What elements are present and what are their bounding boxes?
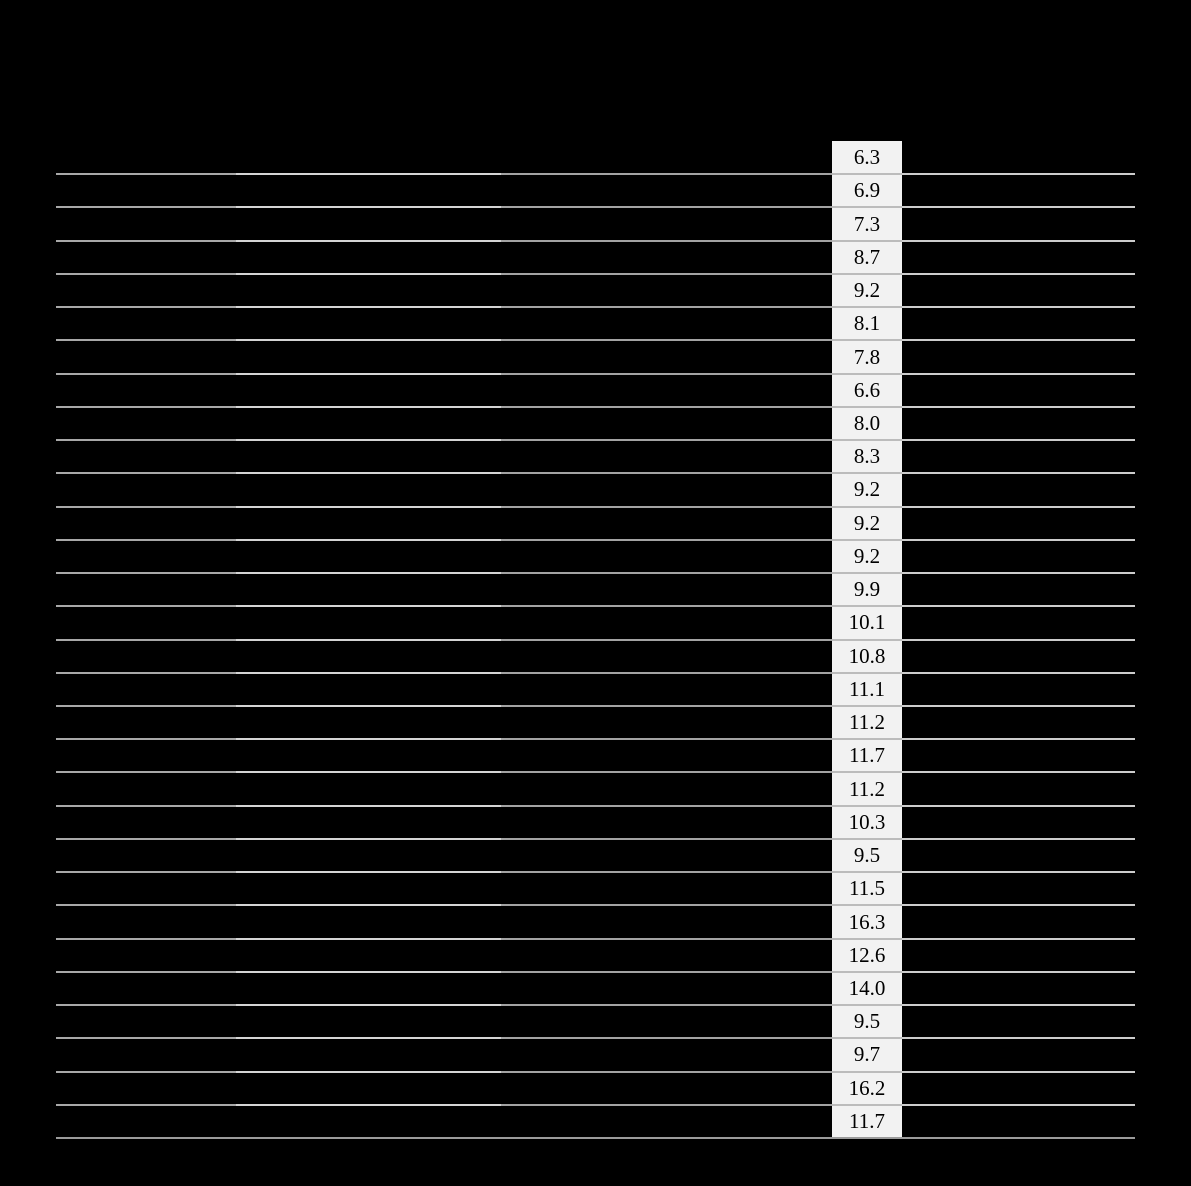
value-cell: 8.1: [832, 307, 902, 340]
table-row: [56, 739, 1135, 772]
row-rule: [56, 771, 1135, 773]
row-rule: [56, 605, 1135, 607]
table-row: [56, 307, 1135, 340]
table-row: [56, 141, 1135, 174]
table-row: [56, 905, 1135, 938]
value-cell: 10.3: [832, 806, 902, 839]
row-rule: [56, 306, 1135, 308]
table-row: [56, 207, 1135, 240]
table-row: [56, 507, 1135, 540]
data-table: [56, 141, 1135, 1138]
value-cell: 9.7: [832, 1038, 902, 1071]
row-rule: [56, 1037, 1135, 1039]
table-row: [56, 1038, 1135, 1071]
row-rule: [56, 539, 1135, 541]
row-rule: [56, 871, 1135, 873]
value-cell: 16.2: [832, 1072, 902, 1105]
table-row: [56, 972, 1135, 1005]
row-rule: [56, 273, 1135, 275]
table-row: [56, 706, 1135, 739]
row-rule: [56, 439, 1135, 441]
table-row: [56, 1072, 1135, 1105]
value-cell: 6.9: [832, 174, 902, 207]
table-row: [56, 274, 1135, 307]
value-cell: 9.2: [832, 507, 902, 540]
row-rule: [56, 572, 1135, 574]
value-cell: 7.8: [832, 340, 902, 373]
value-cell: 9.5: [832, 1005, 902, 1038]
row-rule: [56, 373, 1135, 375]
table-row: [56, 606, 1135, 639]
row-rule: [56, 639, 1135, 641]
value-cell: 11.2: [832, 706, 902, 739]
value-cell: 8.0: [832, 407, 902, 440]
table-row: [56, 473, 1135, 506]
value-cell: 16.3: [832, 905, 902, 938]
row-rule: [56, 1071, 1135, 1073]
value-cell: 10.1: [832, 606, 902, 639]
table-row: [56, 839, 1135, 872]
value-cell: 11.7: [832, 739, 902, 772]
table-row: [56, 340, 1135, 373]
row-rule: [56, 805, 1135, 807]
table-row: [56, 540, 1135, 573]
row-rule: [56, 206, 1135, 208]
row-rule: [56, 672, 1135, 674]
value-cell: 11.7: [832, 1105, 902, 1138]
value-cell: 9.9: [832, 573, 902, 606]
value-cell: 11.5: [832, 872, 902, 905]
row-rule: [56, 339, 1135, 341]
value-cell: 6.6: [832, 374, 902, 407]
row-rule: [56, 738, 1135, 740]
value-cell: 9.2: [832, 274, 902, 307]
table-row: [56, 1005, 1135, 1038]
table-row: [56, 640, 1135, 673]
row-rule: [56, 904, 1135, 906]
row-rule: [56, 705, 1135, 707]
value-cell: 11.2: [832, 772, 902, 805]
row-rule: [56, 1004, 1135, 1006]
table-row: [56, 374, 1135, 407]
table-row: [56, 573, 1135, 606]
row-rule: [56, 173, 1135, 175]
row-rule: [56, 971, 1135, 973]
value-cell: 8.3: [832, 440, 902, 473]
row-rule: [56, 938, 1135, 940]
row-rule: [56, 506, 1135, 508]
value-cell: 8.7: [832, 241, 902, 274]
table-row: [56, 939, 1135, 972]
value-cell: 10.8: [832, 640, 902, 673]
table-row: [56, 872, 1135, 905]
value-cell: 9.5: [832, 839, 902, 872]
row-rule: [56, 838, 1135, 840]
table-row: [56, 174, 1135, 207]
table-row: [56, 407, 1135, 440]
table-row: [56, 440, 1135, 473]
table-row: [56, 673, 1135, 706]
row-rule: [56, 240, 1135, 242]
value-cell: 9.2: [832, 473, 902, 506]
value-cell: 12.6: [832, 939, 902, 972]
value-cell: 11.1: [832, 673, 902, 706]
row-rule: [56, 472, 1135, 474]
row-rule: [56, 1104, 1135, 1106]
value-cell: 7.3: [832, 207, 902, 240]
table-row: [56, 806, 1135, 839]
value-cell: 9.2: [832, 540, 902, 573]
value-cell: 14.0: [832, 972, 902, 1005]
table-row: [56, 1105, 1135, 1138]
table-row: [56, 772, 1135, 805]
row-rule: [56, 406, 1135, 408]
row-rule: [56, 1137, 1135, 1139]
value-cell: 6.3: [832, 141, 902, 174]
table-row: [56, 241, 1135, 274]
